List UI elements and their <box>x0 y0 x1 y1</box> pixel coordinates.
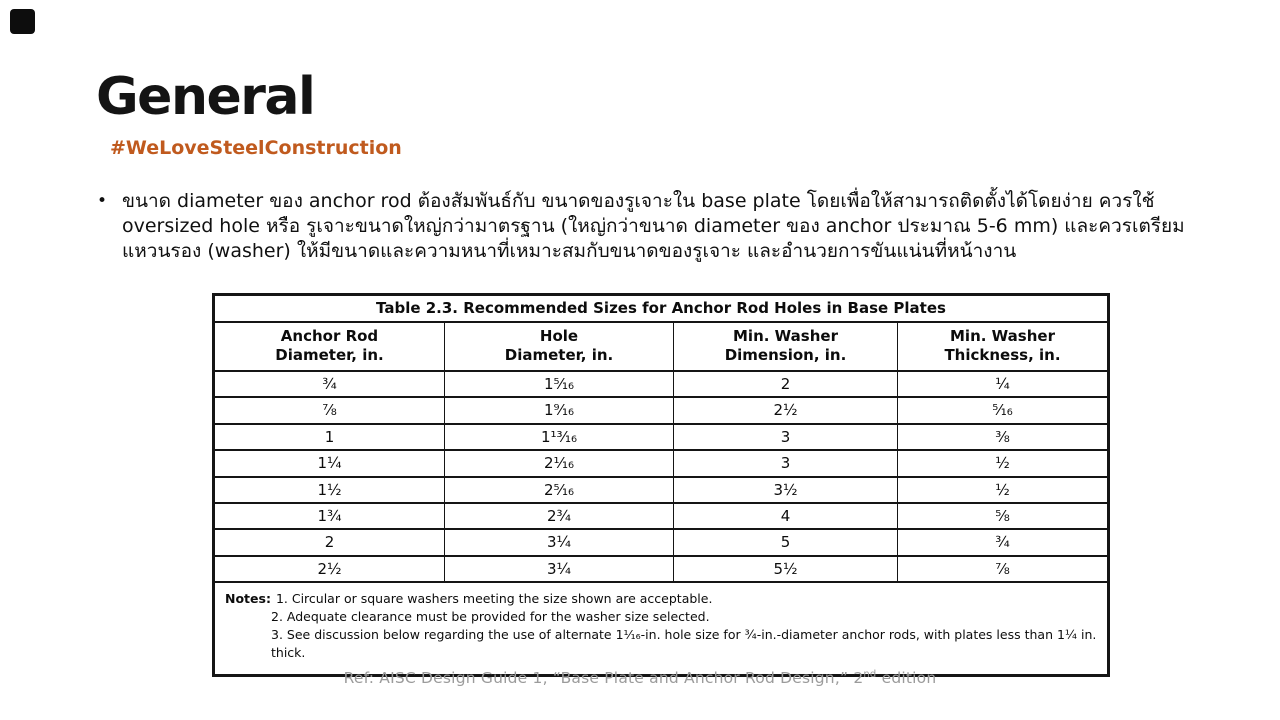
bullet-line-2: oversized hole หรือ รูเจาะขนาดใหญ่กว่ามาตรฐาน (ใหญ่กว่าขนาด diameter ของ anchor ประมาณ 5-6 mm) และควรเตรียม <box>122 215 1185 237</box>
table-cell: 1¹³⁄₁₆ <box>444 425 673 449</box>
table-note-3: 3. See discussion below regarding the use of alternate 1¹⁄₁₆-in. hole size for ¾-in.-diameter anchor rods, with plates less than 1¼ in. thick. <box>271 627 1097 661</box>
table-cell: ⅞ <box>897 557 1107 581</box>
column-header: Min. Washer Thickness, in. <box>897 323 1107 370</box>
table-row <box>215 372 1107 398</box>
table-note-2: 2. Adequate clearance must be provided for the washer size selected. <box>271 609 710 625</box>
table-cell: 1 <box>324 427 335 446</box>
reference-footer <box>0 669 1280 687</box>
table-cell: ⅝ <box>897 504 1107 528</box>
table-cell: 2 <box>324 533 335 552</box>
table-note-1 <box>225 590 1097 608</box>
hashtag-tagline: #WeLoveSteelConstruction <box>110 137 402 159</box>
table-row <box>215 451 1107 477</box>
table-cell: ⅜ <box>897 425 1107 449</box>
column-header: Min. Washer Dimension, in. <box>673 323 897 370</box>
table-cell: 4 <box>673 504 897 528</box>
table-cell: ½ <box>897 478 1107 502</box>
column-header: Hole Diameter, in. <box>444 323 673 370</box>
table-cell: ½ <box>897 451 1107 475</box>
anchor-rod-hole-table <box>212 293 1110 677</box>
bullet-paragraph <box>97 189 1185 264</box>
table-cell: 1⁹⁄₁₆ <box>444 398 673 422</box>
table-cell: 1⁵⁄₁₆ <box>444 372 673 396</box>
table-cell: 2½ <box>317 559 342 578</box>
table-cell: 3½ <box>673 478 897 502</box>
table-cell: 3¼ <box>444 530 673 554</box>
table-cell: 1¾ <box>317 506 342 525</box>
table-row <box>215 478 1107 504</box>
table-row <box>215 425 1107 451</box>
table-title: Table 2.3. Recommended Sizes for Anchor Rod Holes in Base Plates <box>215 296 1107 323</box>
bullet-line-1: ขนาด diameter ของ anchor rod ต้องสัมพันธ์กับ ขนาดของรูเจาะใน base plate โดยเพื่อให้สามารถติดตั้งได้โดยง่าย ควรใช้ <box>122 190 1155 212</box>
footer-text: Ref: AISC Design Guide 1, “Base Plate and Anchor Rod Design,” 2 <box>343 669 864 688</box>
footer-suffix: edition <box>876 669 937 688</box>
table-notes <box>215 583 1107 674</box>
table-cell: ¾ <box>897 530 1107 554</box>
table-cell: 2¾ <box>444 504 673 528</box>
bullet-text <box>122 189 1185 264</box>
corner-mark <box>10 9 35 34</box>
bullet-marker: • <box>97 191 108 211</box>
column-header: Anchor Rod Diameter, in. <box>275 327 384 364</box>
table-cell: ⁵⁄₁₆ <box>897 398 1107 422</box>
table-row <box>215 504 1107 530</box>
table-cell: 3¼ <box>444 557 673 581</box>
table-header-row <box>215 323 1107 372</box>
table-row <box>215 530 1107 556</box>
footer-superscript: nd <box>863 669 877 680</box>
table-row <box>215 557 1107 583</box>
table-cell: 1¼ <box>317 454 342 473</box>
table-body <box>215 372 1107 583</box>
table-cell: 2¹⁄₁₆ <box>444 451 673 475</box>
table-cell: 3 <box>673 451 897 475</box>
table-cell: ¼ <box>897 372 1107 396</box>
table-cell: 5 <box>673 530 897 554</box>
table-cell: 1½ <box>317 480 342 499</box>
table-cell: ¾ <box>322 375 337 393</box>
table-cell: 2 <box>673 372 897 396</box>
table-cell: 2½ <box>673 398 897 422</box>
table-cell: ⅞ <box>322 401 337 420</box>
table-cell: 2⁵⁄₁₆ <box>444 478 673 502</box>
table-cell: 5½ <box>673 557 897 581</box>
page-title: General <box>96 67 315 127</box>
bullet-line-3: แหวนรอง (washer) ให้มีขนาดและความหนาที่เหมาะสมกับขนาดของรูเจาะ และอำนวยการขันแน่นที่หน้างาน <box>122 240 1017 262</box>
notes-label: Notes: <box>225 591 271 607</box>
note-text-1: 1. Circular or square washers meeting the size shown are acceptable. <box>275 591 713 607</box>
table-row <box>215 398 1107 424</box>
table-cell: 3 <box>673 425 897 449</box>
